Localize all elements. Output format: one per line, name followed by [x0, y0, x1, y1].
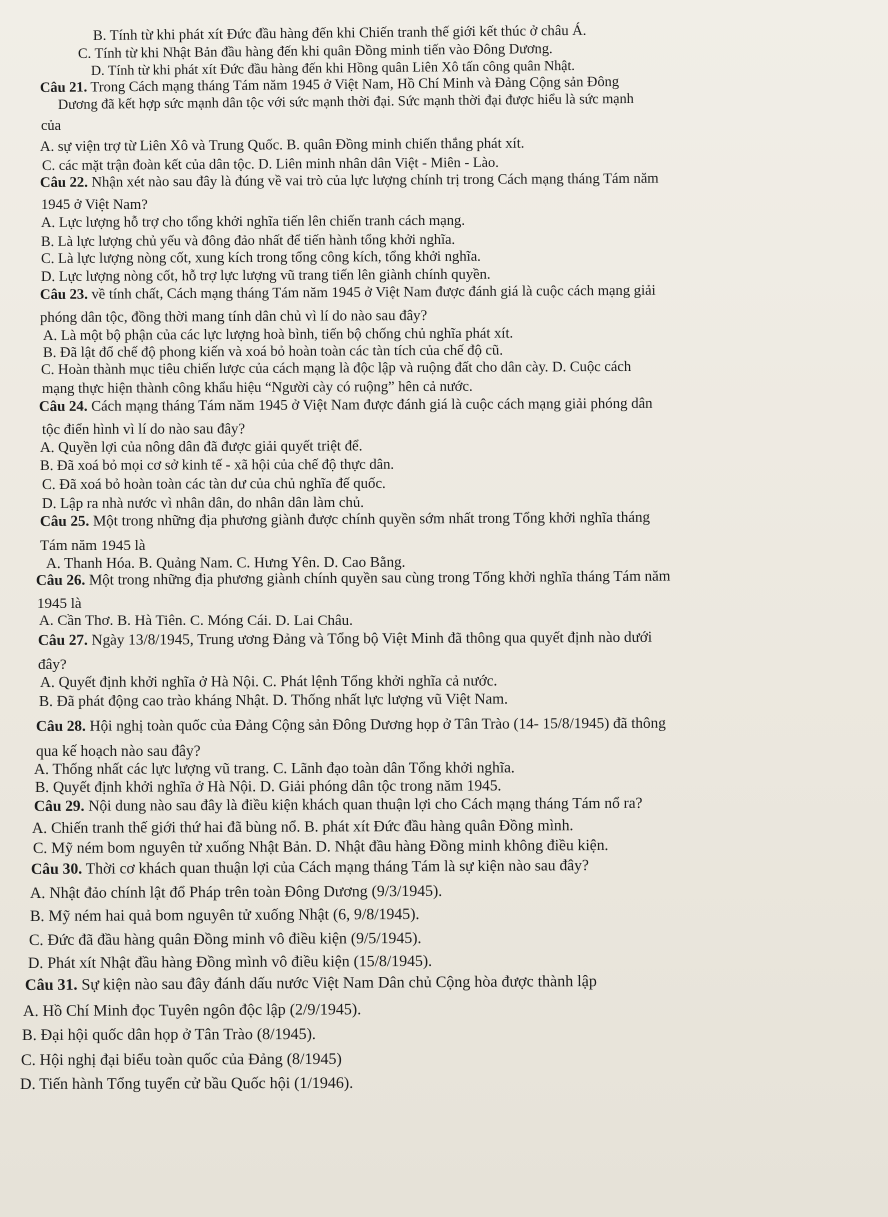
- line-text: B. Đại hội quốc dân họp ở Tân Trào (8/1945).: [21, 1025, 316, 1044]
- line-text: về tính chất, Cách mạng tháng Tám năm 1945 ở Việt Nam được đánh giá là cuộc cách mạng giải: [87, 282, 656, 303]
- line-text: D. Tiến hành Tổng tuyển cử bầu Quốc hội (1/1946).: [19, 1074, 354, 1093]
- line-text: Trong Cách mạng tháng Tám năm 1945 ở Việt Nam, Hồ Chí Minh và Đảng Cộng sản Đông: [87, 73, 620, 96]
- question-number: Câu 29.: [33, 797, 85, 815]
- question-number: Câu 30.: [30, 860, 83, 878]
- text-line: [40, 308, 427, 327]
- line-text: A. Thanh Hóa. B. Quảng Nam. C. Hưng Yên. D. Cao Bằng.: [45, 554, 406, 572]
- line-text: qua kế hoạch nào sau đây?: [36, 743, 201, 760]
- line-text: C. Mỹ ném bom nguyên tử xuống Nhật Bản. D. Nhật đầu hàng Đồng minh không điều kiện.: [32, 836, 609, 857]
- text-line: [40, 438, 362, 457]
- line-text: Thời cơ khách quan thuận lợi của Cách mạng tháng Tám là sự kiện nào sau đây?: [82, 857, 589, 878]
- text-line: [20, 1075, 353, 1093]
- text-line: [41, 197, 148, 214]
- line-text: Dương đã kết hợp sức mạnh dân tộc với sức mạnh thời đại. Sức mạnh thời đại được hiểu là sức mạnh: [57, 90, 634, 113]
- line-text: đây?: [38, 656, 67, 673]
- question-line: [39, 396, 653, 416]
- text-line: [36, 743, 201, 760]
- line-text: A. Thống nhất các lực lượng vũ trang. C. Lãnh đạo toàn dân Tổng khởi nghĩa.: [33, 759, 515, 778]
- line-text: A. Lực lượng hỗ trợ cho tổng khởi nghĩa tiến lên chiến tranh cách mạng.: [40, 212, 466, 231]
- text-line: [30, 883, 442, 902]
- text-line: [41, 249, 481, 268]
- text-line: [41, 118, 61, 135]
- line-text: Nhận xét nào sau đây là đúng về vai trò của lực lượng chính trị trong Cách mạng tháng Tám năm: [87, 170, 659, 191]
- line-text: A. Cần Thơ. B. Hà Tiên. C. Móng Cái. D. Lai Châu.: [39, 613, 353, 629]
- line-text: A. Quyết định khởi nghĩa ở Hà Nội. C. Phát lệnh Tổng khởi nghĩa cả nước.: [39, 672, 498, 691]
- line-text: Tám năm 1945 là: [40, 538, 146, 554]
- question-line: [25, 973, 597, 994]
- text-line: [40, 672, 497, 691]
- question-number: Câu 22.: [39, 174, 88, 191]
- line-text: B. Đã xoá bỏ mọi cơ sở kinh tế - xã hội của chế độ thực dân.: [39, 456, 395, 474]
- line-text: Ngày 13/8/1945, Trung ương Đảng và Tổng bộ Việt Minh đã thông qua quyết định nào dưới: [87, 628, 653, 649]
- line-text: D. Lập ra nhà nước vì nhân dân, do nhân dân làm chủ.: [41, 494, 364, 512]
- question-line: [40, 283, 656, 304]
- text-line: [37, 596, 82, 613]
- question-line: [36, 715, 666, 735]
- question-line: [34, 795, 642, 815]
- text-line: [40, 457, 394, 475]
- text-line: [32, 817, 573, 837]
- line-text: B. Là lực lượng chủ yếu và đông đảo nhất để tiến hành tổng khởi nghĩa.: [40, 231, 456, 250]
- question-number: Câu 31.: [24, 976, 78, 994]
- text-line: [40, 136, 525, 156]
- line-text: Cách mạng tháng Tám năm 1945 ở Việt Nam được đánh giá là cuộc cách mạng giải phóng dân: [87, 395, 653, 415]
- text-line: [29, 930, 422, 949]
- text-line: [42, 476, 386, 494]
- text-line: [41, 359, 631, 379]
- line-text: A. sự viện trợ từ Liên Xô và Trung Quốc. B. quân Đồng minh chiến thắng phát xít.: [39, 135, 525, 155]
- line-text: D. Tính từ khi phát xít Đức đầu hàng đến khi Hồng quân Liên Xô tấn công quân Nhật.: [90, 58, 575, 79]
- line-text: B. Mỹ ném hai quả bom nguyên tử xuống Nhật (6, 9/8/1945).: [29, 905, 420, 925]
- text-line: [22, 1026, 316, 1044]
- question-number: Câu 23.: [39, 286, 88, 303]
- line-text: của: [41, 118, 61, 134]
- text-line: [21, 1051, 342, 1069]
- line-text: D. Lực lượng nòng cốt, hỗ trợ lực lượng vũ trang tiến lên giành chính quyền.: [40, 266, 491, 285]
- text-line: [23, 1001, 361, 1020]
- line-text: B. Quyết định khởi nghĩa ở Hà Nội. D. Giải phóng dân tộc trong năm 1945.: [34, 777, 502, 796]
- question-number: Câu 21.: [39, 79, 88, 96]
- question-line: [40, 171, 659, 192]
- line-text: Một trong những địa phương giành chính quyền sau cùng trong Tổng khởi nghĩa tháng Tám năm: [85, 568, 671, 589]
- text-line: [38, 656, 67, 673]
- line-text: D. Phát xít Nhật đầu hàng Đồng mình vô điều kiện (15/8/1945).: [27, 952, 433, 972]
- line-text: B. Tính từ khi phát xít Đức đầu hàng đến khi Chiến tranh thế giới kết thúc ở châu Á.: [92, 22, 587, 44]
- line-text: Nội dung nào sau đây là điều kiện khách quan thuận lợi cho Cách mạng tháng Tám nổ ra?: [84, 794, 643, 815]
- question-line: [36, 569, 671, 590]
- line-text: C. Hoàn thành mục tiêu chiến lược của cách mạng là độc lập và ruộng đất cho dân cày. D. Cuộc cách: [40, 358, 632, 378]
- line-text: B. Đã lật đổ chế độ phong kiến và xoá bỏ hoàn toàn các tàn tích của chế độ cũ.: [42, 342, 503, 361]
- line-text: C. Hội nghị đại biểu toàn quốc của Đảng (8/1945): [20, 1050, 342, 1069]
- line-text: tộc điển hình vì lí do nào sau đây?: [41, 421, 246, 438]
- line-text: A. Hồ Chí Minh đọc Tuyên ngôn độc lập (2/9/1945).: [22, 1001, 362, 1020]
- line-text: 1945 ở Việt Nam?: [41, 197, 148, 213]
- text-line: [42, 379, 473, 398]
- line-text: C. Đức đã đầu hàng quân Đồng minh vô điều kiện (9/5/1945).: [28, 929, 422, 949]
- line-text: mạng thực hiện thành công khẩu hiệu “Người cày có ruộng” hên cả nước.: [41, 378, 473, 397]
- line-text: A. Chiến tranh thế giới thứ hai đã bùng nổ. B. phát xít Đức đầu hàng quân Đồng mình.: [31, 817, 574, 837]
- text-line: [39, 691, 508, 710]
- text-line: [28, 953, 432, 972]
- line-text: C. Tính từ khi Nhật Bản đầu hàng đến khi quân Đồng minh tiến vào Đông Dương.: [77, 41, 553, 62]
- line-text: C. Là lực lượng nòng cốt, xung kích trong tổng công kích, tổng khởi nghĩa.: [40, 248, 481, 267]
- question-number: Câu 26.: [35, 572, 86, 589]
- text-line: [30, 906, 419, 925]
- text-line: [33, 837, 608, 857]
- line-text: Sự kiện nào sau đây đánh dấu nước Việt Nam Dân chủ Cộng hòa được thành lập: [77, 973, 597, 994]
- text-line: [35, 777, 501, 796]
- text-line: [41, 267, 491, 286]
- text-line: [40, 538, 145, 555]
- line-text: phóng dân tộc, đồng thời mang tính dân chủ vì lí do nào sau đây?: [39, 307, 428, 326]
- line-text: 1945 là: [37, 596, 82, 612]
- question-line: [40, 510, 650, 531]
- line-text: C. các mặt trận đoàn kết của dân tộc. D. Liên minh nhân dân Việt - Miên - Lào.: [41, 154, 499, 174]
- line-text: A. Quyền lợi của nông dân đã được giải quyết triệt để.: [39, 438, 363, 456]
- text-line: [42, 495, 364, 513]
- text-line: [34, 759, 515, 778]
- line-text: A. Là một bộ phận của các lực lượng hoà bình, tiến bộ chống chủ nghĩa phát xít.: [42, 325, 514, 344]
- text-line: [39, 613, 353, 630]
- question-number: Câu 25.: [39, 513, 90, 530]
- text-line: [41, 213, 465, 232]
- line-text: A. Nhật đảo chính lật đổ Pháp trên toàn Đông Dương (9/3/1945).: [29, 882, 443, 902]
- line-text: Hội nghị toàn quốc của Đảng Cộng sản Đông Dương họp ở Tân Trào (14- 15/8/1945) đã thông: [85, 714, 666, 735]
- text-line: [42, 421, 245, 439]
- question-number: Câu 27.: [37, 631, 88, 649]
- text-line: [41, 232, 455, 251]
- line-text: B. Đã phát động cao trào kháng Nhật. D. Thống nhất lực lượng vũ Việt Nam.: [38, 690, 508, 710]
- line-text: C. Đã xoá bỏ hoàn toàn các tàn dư của chủ nghĩa đế quốc.: [41, 475, 386, 493]
- line-text: Một trong những địa phương giành được chính quyền sớm nhất trong Tổng khởi nghĩa tháng: [89, 509, 651, 530]
- question-number: Câu 24.: [38, 398, 88, 415]
- question-number: Câu 28.: [35, 717, 86, 735]
- question-line: [38, 629, 652, 649]
- question-line: [31, 857, 589, 878]
